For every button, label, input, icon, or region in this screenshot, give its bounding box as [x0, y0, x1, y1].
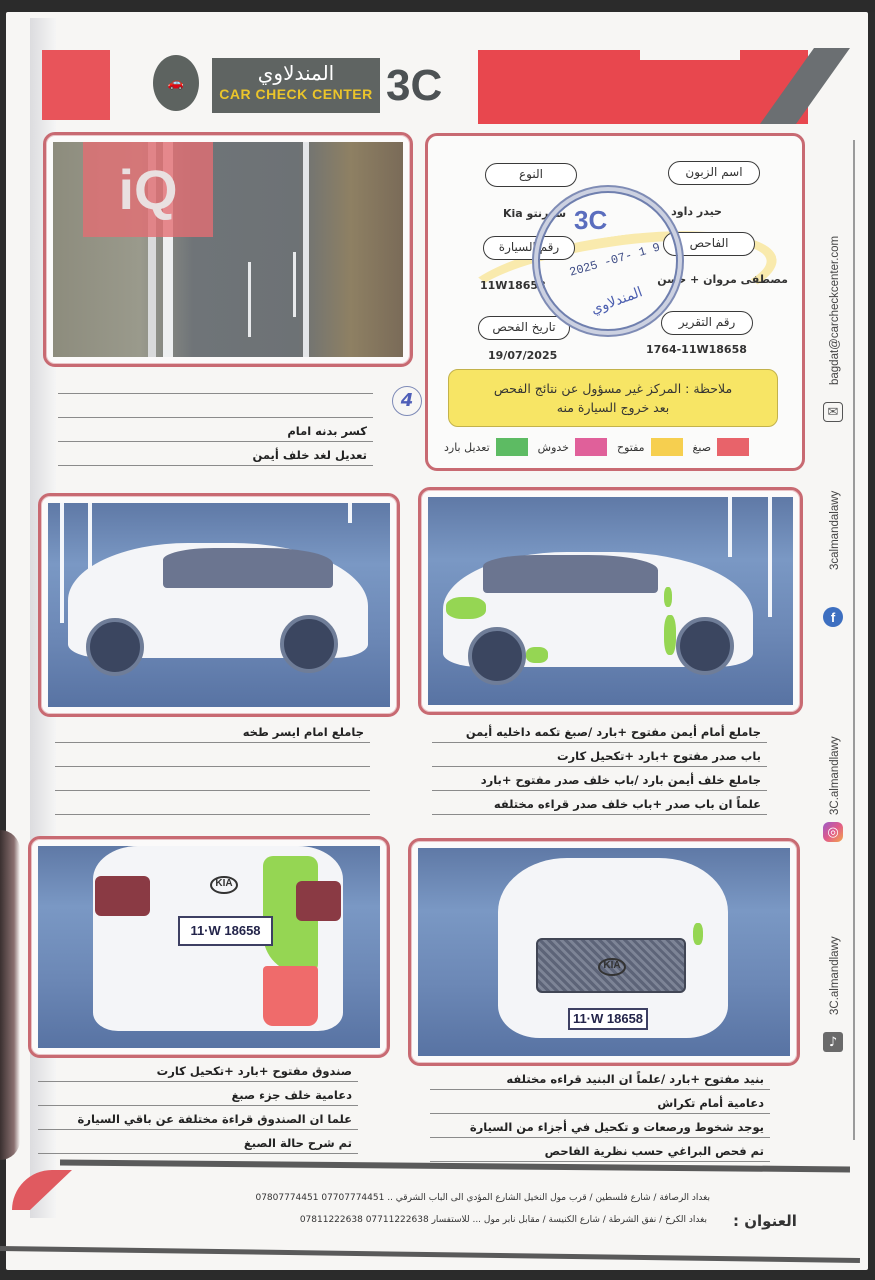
report-number-value: 1764-11W18658 — [646, 343, 747, 356]
car-left-side-photo — [48, 503, 390, 707]
car-rear-photo — [38, 846, 380, 1048]
license-plate: 11·W 18658 — [178, 916, 273, 946]
car-number-label: رقم السيارة — [483, 236, 575, 260]
brand-logo — [212, 58, 380, 113]
notes-top-left — [58, 370, 373, 466]
photo-frame-left-side — [38, 493, 400, 717]
legend-swatch-opened — [651, 438, 683, 456]
address-line-1: بغداد الرصافة / شارع فلسطين / قرب مول النخيل الشارع المؤدي الى الباب الشرقي .. 07707774451 07807774451 — [255, 1193, 710, 1203]
inspection-date-value: 19/07/2025 — [488, 349, 558, 362]
tiktok-handle[interactable]: 3C.almandlawy — [829, 936, 841, 1015]
inspector-label: الفاحص — [663, 232, 755, 256]
car-right-side-photo — [428, 497, 793, 705]
brand-name-arabic: المندلاوي — [257, 61, 335, 85]
facebook-handle[interactable]: 3calmandalawy — [829, 490, 841, 570]
note-line: علماً ان باب صدر +باب خلف صدر قراءه مختلفه — [432, 791, 767, 815]
photo-detail — [728, 497, 732, 557]
stamp-date: 2025 -07- 1 9 — [567, 240, 662, 280]
type-label: النوع — [485, 163, 577, 187]
car-wheel — [676, 617, 734, 675]
tiktok-icon: ♪ — [823, 1032, 843, 1052]
note-line: باب صدر مفتوح +بارد +تكحيل كارت — [432, 743, 767, 767]
photo-detail — [303, 142, 309, 357]
photo-frame-roof — [43, 132, 413, 367]
iq-watermark: iQ — [83, 142, 213, 237]
page-marker: 4 — [392, 386, 422, 416]
taillight — [95, 876, 150, 916]
note-line: جاملع خلف أيمن بارد /باب خلف صدر مفتوح +بارد — [432, 767, 767, 791]
header-red-block-left — [42, 50, 110, 120]
car-number-value: 11W18658 — [480, 279, 546, 292]
disclaimer-note — [448, 369, 778, 427]
photo-detail — [88, 503, 92, 573]
address-label: العنوان : — [733, 1212, 797, 1230]
header-notch — [640, 48, 740, 60]
photo-frame-right-side — [418, 487, 803, 715]
notes-bottom-left — [38, 1058, 358, 1154]
brand-name-english: CAR CHECK CENTER — [219, 86, 373, 102]
inspection-date-label: تاريخ الفحص — [478, 316, 570, 340]
email-icon: ✉ — [823, 402, 843, 422]
photo-detail — [768, 497, 772, 617]
type-value: سورنتو Kia — [503, 207, 567, 220]
photo-detail — [60, 503, 64, 623]
facebook-icon: f — [823, 607, 843, 627]
kia-badge: KIA — [598, 958, 626, 976]
stamp-name: المندلاوي — [588, 284, 645, 318]
kia-badge: KIA — [210, 876, 238, 894]
note-line: جاملع أمام أيمن مفتوح +بارد /صبغ تكمه داخليه أيمن — [432, 719, 767, 743]
notes-bottom-right — [430, 1066, 770, 1162]
notes-mid-right — [432, 719, 767, 815]
bottom-dark-border — [0, 1270, 875, 1280]
note-line — [58, 394, 373, 418]
note-line: جاملع امام ايسر طخه — [55, 719, 370, 743]
car-wheel — [468, 627, 526, 685]
vehicle-info-panel — [425, 133, 805, 471]
photo-detail — [293, 252, 296, 317]
sidebar-divider — [853, 140, 855, 1140]
disclaimer-line-1: ملاحظة : المركز غير مسؤول عن نتائج الفحص — [493, 381, 733, 396]
note-line: دعامية خلف جزء صبغ — [38, 1082, 358, 1106]
cold-fix-mark — [664, 615, 676, 655]
company-stamp — [538, 191, 678, 331]
top-dark-border — [0, 0, 875, 12]
stamp-logo: 3C — [574, 205, 608, 235]
paint-mark — [263, 966, 318, 1026]
note-line: علما ان الصندوق قراءة مختلفة عن باقي السيارة — [38, 1106, 358, 1130]
disclaimer-line-2: بعد خروج السيارة منه — [556, 400, 670, 415]
note-line: تم شرح حالة الصبغ — [38, 1130, 358, 1154]
cold-fix-mark — [526, 647, 548, 663]
notes-mid-left — [55, 719, 370, 815]
note-line — [58, 370, 373, 394]
legend-label-cold-fix: تعديل بارد — [444, 440, 490, 454]
taillight — [296, 881, 341, 921]
note-line: بنيد مفتوح +بارد /علماً ان البنيد قراءه مختلفه — [430, 1066, 770, 1090]
brand-3c: 3C — [386, 61, 443, 110]
roof-camera-photo — [53, 142, 403, 357]
note-line — [55, 743, 370, 767]
photo-detail — [348, 503, 352, 523]
legend-swatch-cold-fix — [496, 438, 528, 456]
photo-edge-shadow — [0, 830, 20, 1160]
car-logo-icon: 🚗 — [153, 55, 199, 111]
customer-name-value: حيدر داود — [671, 205, 722, 218]
car-front-photo — [418, 848, 790, 1056]
inspector-value: مصطفى مروان + حسن — [657, 273, 788, 286]
instagram-handle[interactable]: 3C.almandlawy — [829, 736, 841, 815]
cold-fix-mark — [693, 923, 703, 945]
legend-label-paint: صبغ — [692, 440, 712, 454]
note-line: تعديل لغد خلف أيمن — [58, 442, 373, 466]
address-line-2: بغداد الكرخ / نفق الشرطة / شارع الكنيسة / مقابل نابر مول ... للاستفسار 07711222638 07811222638 — [299, 1215, 707, 1225]
note-line: كسر بدنه امام — [58, 418, 373, 442]
instagram-icon: ◎ — [823, 822, 843, 842]
note-line: يوجد شخوط ورصعات و تكحيل في أجزاء من السيارة — [430, 1114, 770, 1138]
report-number-label: رقم التقرير — [661, 311, 753, 335]
car-window — [163, 548, 333, 588]
legend-label-opened: مفتوح — [616, 440, 645, 454]
note-line — [55, 791, 370, 815]
customer-name-label: اسم الزبون — [668, 161, 760, 185]
header-red-block-right — [478, 50, 808, 124]
legend-swatch-scratches — [575, 438, 607, 456]
photo-frame-front — [408, 838, 800, 1066]
email-text[interactable]: bagdat@carcheckcenter.com — [829, 235, 841, 385]
photo-frame-rear — [28, 836, 390, 1058]
license-plate: 11·W 18658 — [568, 1008, 648, 1030]
legend-label-scratches: خدوش — [537, 440, 569, 454]
photo-detail — [248, 262, 251, 337]
note-line: تم فحص البراغي حسب نظرية الفاحص — [430, 1138, 770, 1162]
cold-fix-mark — [446, 597, 486, 619]
cold-fix-mark — [664, 587, 672, 607]
car-window — [483, 555, 658, 593]
note-line: صندوق مفتوح +بارد +تكحيل كارت — [38, 1058, 358, 1082]
color-legend — [440, 434, 785, 460]
note-line — [55, 767, 370, 791]
car-wheel — [86, 618, 144, 676]
legend-swatch-paint — [717, 438, 749, 456]
car-wheel — [280, 615, 338, 673]
note-line: دعامية أمام تكراش — [430, 1090, 770, 1114]
